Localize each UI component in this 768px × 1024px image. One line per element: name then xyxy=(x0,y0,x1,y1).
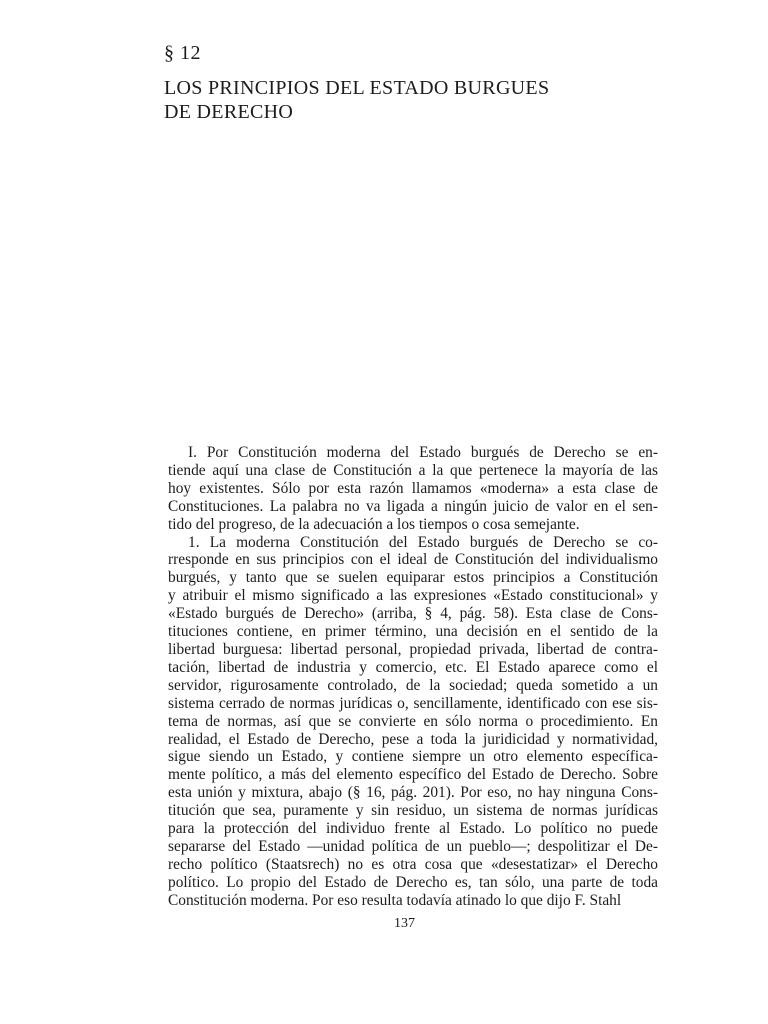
text-line: I. Por Constitución moderna del Estado burgués de Derecho se en- xyxy=(188,444,658,461)
text-line: Constitución moderna. Por eso resulta todavía atinado lo que dijo F. Stahl xyxy=(168,891,622,909)
text-line: tituciones contiene, en primer término, una decisión en el sentido de la xyxy=(168,623,658,641)
text-line: separarse del Estado —unidad política de un pueblo—; despolitizar el De- xyxy=(168,837,658,855)
chapter-title-line: DE DERECHO xyxy=(164,101,294,123)
body-text xyxy=(168,444,658,910)
paragraph-1 xyxy=(168,444,658,534)
chapter-title xyxy=(164,76,549,124)
section-number: § 12 xyxy=(164,42,201,64)
text-line: sistema cerrado de normas jurídicas o, sencillamente, identificado con ese sis- xyxy=(168,694,658,712)
text-line: sigue siendo un Estado, y contiene siempre un otro elemento específica- xyxy=(168,748,658,766)
text-line: «Estado burgués de Derecho» (arriba, § 4, pág. 58). Esta clase de Cons- xyxy=(168,605,658,623)
text-line: mente político, a más del elemento específico del Estado de Derecho. Sobre xyxy=(168,766,658,784)
text-line: hoy existentes. Sólo por esta razón llamamos «moderna» a esta clase de xyxy=(168,479,658,497)
text-line: Constituciones. La palabra no va ligada a ningún juicio de valor en el sen- xyxy=(168,497,658,515)
text-line: y atribuir el mismo significado a las expresiones «Estado constitucional» y xyxy=(168,587,658,605)
text-line: 1. La moderna Constitución del Estado burgués de Derecho se co- xyxy=(188,533,658,551)
text-line: tación, libertad de industria y comercio, etc. El Estado aparece como el xyxy=(168,658,658,676)
text-line: servidor, rigurosamente controlado, de la sociedad; queda sometido a un xyxy=(168,676,658,694)
text-line: titución que sea, puramente y sin residuo, un sistema de normas jurídicas xyxy=(168,802,658,820)
chapter-title-line: LOS PRINCIPIOS DEL ESTADO BURGUES xyxy=(164,77,550,99)
text-line: realidad, el Estado de Derecho, pese a toda la juridicidad y normatividad, xyxy=(168,730,658,748)
text-line: libertad burguesa: libertad personal, propiedad privada, libertad de contra- xyxy=(168,640,658,658)
text-line: rresponde en sus principios con el ideal de Constitución del individualismo xyxy=(168,551,658,569)
paragraph-2 xyxy=(168,534,658,910)
text-line: burgués, y tanto que se suelen equiparar estos principios a Constitución xyxy=(168,569,658,587)
text-line: tido del progreso, de la adecuación a los tiempos o cosa semejante. xyxy=(168,515,580,533)
text-line: tiende aquí una clase de Constitución a la que pertenece la mayoría de las xyxy=(168,461,658,479)
text-line: político. Lo propio del Estado de Derecho es, tan sólo, una parte de toda xyxy=(168,873,658,891)
text-line: para la protección del individuo frente al Estado. Lo político no puede xyxy=(168,820,658,838)
page-number: 137 xyxy=(394,916,415,931)
text-line: recho político (Staatsrech) no es otra cosa que «desestatizar» el Derecho xyxy=(168,855,658,873)
text-line: esta unión y mixtura, abajo (§ 16, pág. 201). Por eso, no hay ninguna Cons- xyxy=(168,784,658,802)
text-line: tema de normas, así que se convierte en sólo norma o procedimiento. En xyxy=(168,712,658,730)
